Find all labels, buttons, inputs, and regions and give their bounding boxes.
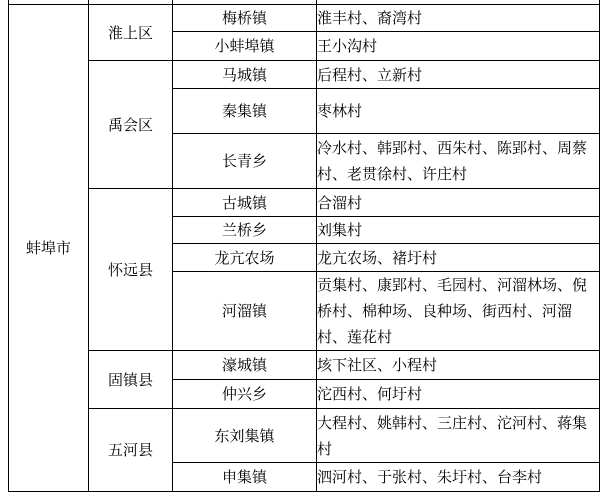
town-cell: 河溜镇: [173, 272, 317, 351]
town-cell: 长青乡: [173, 134, 317, 189]
town-cell: 梅桥镇: [173, 5, 317, 32]
villages-cell: 泗河村、于张村、朱圩村、台李村: [317, 463, 600, 492]
region-table: [8, 0, 600, 492]
town-cell: 秦集镇: [173, 89, 317, 134]
table-row: [9, 61, 600, 89]
villages-cell: 贡集村、康郢村、毛园村、河溜林场、倪桥村、棉种场、良种场、街西村、河溜村、莲花村: [317, 272, 600, 351]
region-table-body: [9, 0, 600, 492]
county-cell: 怀远县: [89, 189, 173, 351]
villages-cell: 王小沟村: [317, 32, 600, 61]
table-row: [9, 189, 600, 217]
villages-cell: 大程村、姚韩村、三庄村、沱河村、蒋集村: [317, 409, 600, 463]
table-row: [9, 409, 600, 463]
town-cell: 兰桥乡: [173, 217, 317, 244]
town-cell: 龙亢农场: [173, 244, 317, 272]
town-cell: 古城镇: [173, 189, 317, 217]
villages-cell: 淮丰村、裔湾村: [317, 5, 600, 32]
table-row: [9, 5, 600, 32]
villages-cell: 沱西村、何圩村: [317, 380, 600, 409]
town-cell: 东刘集镇: [173, 409, 317, 463]
city-cell: 蚌埠市: [9, 5, 89, 492]
town-cell: 仲兴乡: [173, 380, 317, 409]
town-cell: 濠城镇: [173, 351, 317, 380]
county-cell: 五河县: [89, 409, 173, 492]
villages-cell: 刘集村: [317, 217, 600, 244]
villages-cell: 合溜村: [317, 189, 600, 217]
county-cell: 淮上区: [89, 5, 173, 61]
villages-cell: 垓下社区、小程村: [317, 351, 600, 380]
table-row: [9, 351, 600, 380]
villages-cell: 龙亢农场、褚圩村: [317, 244, 600, 272]
county-cell: 禹会区: [89, 61, 173, 189]
villages-cell: 冷水村、韩郢村、西朱村、陈郢村、周蔡村、老贯徐村、许庄村: [317, 134, 600, 189]
town-cell: 马城镇: [173, 61, 317, 89]
villages-cell: 枣林村: [317, 89, 600, 134]
town-cell: 小蚌埠镇: [173, 32, 317, 61]
county-cell: 固镇县: [89, 351, 173, 409]
villages-cell: 后程村、立新村: [317, 61, 600, 89]
town-cell: 申集镇: [173, 463, 317, 492]
